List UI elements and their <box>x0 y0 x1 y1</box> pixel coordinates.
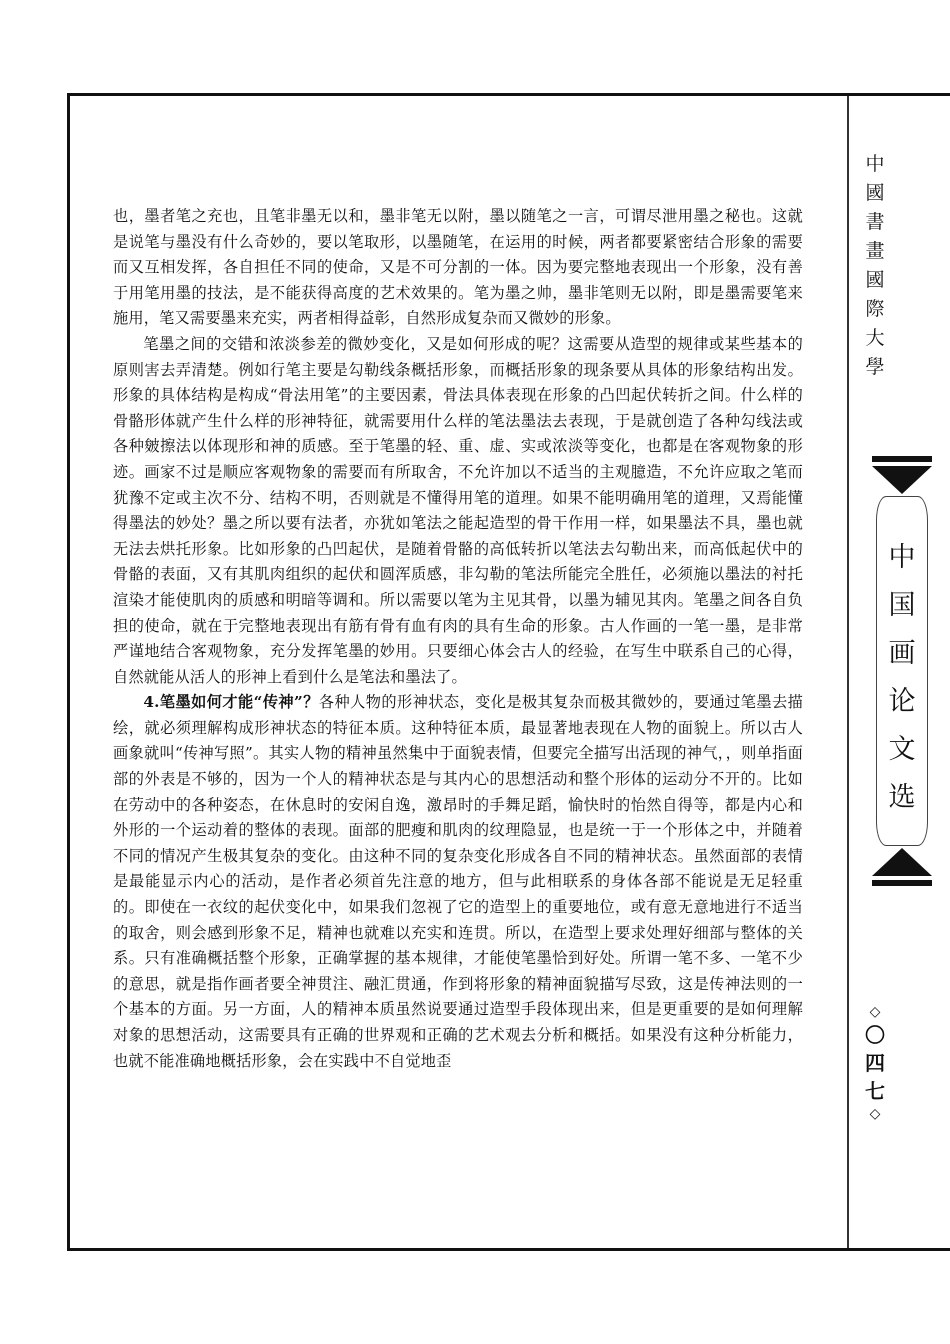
title-char: 论 <box>888 686 916 717</box>
paragraph-3-text: 各种人物的形神状态，变化是极其复杂而极其微妙的，要通过笔墨去描绘，就必须理解构成形神状态的特征本质。这种特征本质，最显著地表现在人物的面貌上。所以古人画象就叫“传神写照”。其实人物的精神虽然集中于面貌表情，但要完全描写出活现的神气，，则单指面部的外表是不够的，因为一个人的精神状态是与其内心的思想活动和整个形体的运动分不开的。比如在劳动中的各种姿态，在休息时的安闲自逸，激昂时的手舞足蹈，愉快时的怡然自得等，都是内心和外形的一个运动着的整体的表现。面部的肥瘦和肌肉的纹理隐显，也是统一于一个形体之中，并随着不同的情况产生极其复杂的变化。由这种不同的复杂变化形成各自不同的精神状态。虽然面部的表情是最能显示内心的活动，是作者必须首先注意的地方，但与此相联系的身体各部不能说是无足轻重的。即使在一衣纹的起伏变化中，如果我们忽视了它的造型上的重要地位，或有意无意地进行不适当的取舍，则会感到形象不足，精神也就难以充实和连贯。所以，在造型上要求处理好细部与整体的关系。只有准确概括整个形象，正确掌握的基本规律，才能使笔墨恰到好处。所谓一笔不多、一笔不少的意思，就是指作画者要全神贯注、融汇贯通，作到将形象的精神面貌描写尽致，这是传神法则的一个基本的方面。另一方面，人的精神本质虽然说要通过造型手段体现出来，但是更重要的是如何理解对象的思想活动，这需要具有正确的世界观和正确的艺术观去分析和概括。如果没有这种分析能力，也就不能准确地概括形象，会在实践中不自觉地歪 <box>113 693 803 1070</box>
university-char: 書 <box>865 211 885 233</box>
title-char: 国 <box>888 590 916 621</box>
university-char: 畫 <box>865 240 885 262</box>
title-char: 文 <box>888 734 916 765</box>
section-heading: 4.笔墨如何才能“传神”？ <box>143 693 319 712</box>
page-number-char: 〇 <box>865 1023 885 1047</box>
university-name <box>858 150 892 382</box>
title-bar-bottom <box>872 880 932 886</box>
paragraph-1: 也，墨者笔之充也，且笔非墨无以和，墨非笔无以附，墨以随笔之一言，可谓尽泄用墨之秘也。这就是说笔与墨没有什么奇妙的，要以笔取形，以墨随笔，在运用的时候，两者都要紧密结合形象的需要而又互相发挥，各自担任不同的使命，又是不可分割的一体。因为要完整地表现出一个形象，没有善于用笔用墨的技法，是不能获得高度的艺术效果的。笔为墨之帅，墨非笔则无以附，即是墨需要笔来施用，笔又需要墨来充实，两者相得益彰，自然形成复杂而又微妙的形象。 <box>113 207 803 328</box>
page-number <box>858 1003 892 1123</box>
margin-divider <box>847 96 849 1248</box>
title-char: 选 <box>888 782 916 813</box>
body-text <box>113 204 803 1074</box>
diamond-icon: ◇ <box>869 1106 881 1122</box>
university-char: 國 <box>865 269 885 291</box>
university-char: 際 <box>865 298 885 320</box>
university-char: 中 <box>865 153 885 175</box>
book-title <box>872 534 932 822</box>
paragraph-2: 笔墨之间的交错和浓淡参差的微妙变化，又是如何形成的呢？这需要从造型的规律或某些基本的原则害去弄清楚。例如行笔主要是勾勒线条概括形象，而概括形象的现条要从具体的形象结构出发。形象的具体结构是构成“骨法用笔”的主要因素，骨法具体表现在形象的凸凹起伏转折之间。什么样的骨骼形体就产生什么样的形神特征，就需要用什么样的笔法墨法去表现，于是就创造了各种勾线法或各种皴擦法以体现形和神的质感。至于笔墨的轻、重、虚、实或浓淡等变化，也都是在客观物象的形迹。画家不过是顺应客观物象的需要而有所取舍，不允许加以不适当的主观臆造，不允许应取之笔而犹豫不定或主次不分、结构不明，否则就是不懂得用笔的道理。如果不能明确用笔的道理，又焉能懂得墨法的妙处？墨之所以要有法者，亦犹如笔法之能起造型的骨干作用一样，如果墨法不具，墨也就无法去烘托形象。比如形象的凸凹起伏，是随着骨骼的高低转折以笔法去勾勒出来，而高低起伏中的骨骼的表面，又有其肌肉组织的起伏和圆浑质感，非勾勒的笔法所能完全胜任，必须施以墨法的衬托渲染才能使肌肉的质感和明暗等调和。所以需要以笔为主见其骨，以墨为辅见其肉。笔墨之间各自负担的使命，就在于完整地表现出有筋有骨有血有肉的具有生命的形象。古人作画的一笔一墨，是非常严谨地结合客观物象，充分发挥笔墨的妙用。只要细心体会古人的经验，在写生中联系自己的心得，自然就能从活人的形神上看到什么是笔法和墨法了。 <box>113 334 803 686</box>
paragraph-3 <box>113 690 803 1074</box>
title-bar-top <box>872 456 932 462</box>
book-title-box <box>872 456 932 886</box>
university-char: 大 <box>865 327 885 349</box>
university-char: 學 <box>865 356 885 378</box>
page-number-char: 七 <box>865 1079 885 1103</box>
title-char: 画 <box>888 638 916 669</box>
page-number-char: 四 <box>865 1051 885 1075</box>
university-char: 國 <box>865 182 885 204</box>
title-ornament-bottom <box>872 848 932 876</box>
diamond-icon: ◇ <box>869 1004 881 1020</box>
title-char: 中 <box>888 542 916 573</box>
title-ornament-top <box>872 466 932 494</box>
